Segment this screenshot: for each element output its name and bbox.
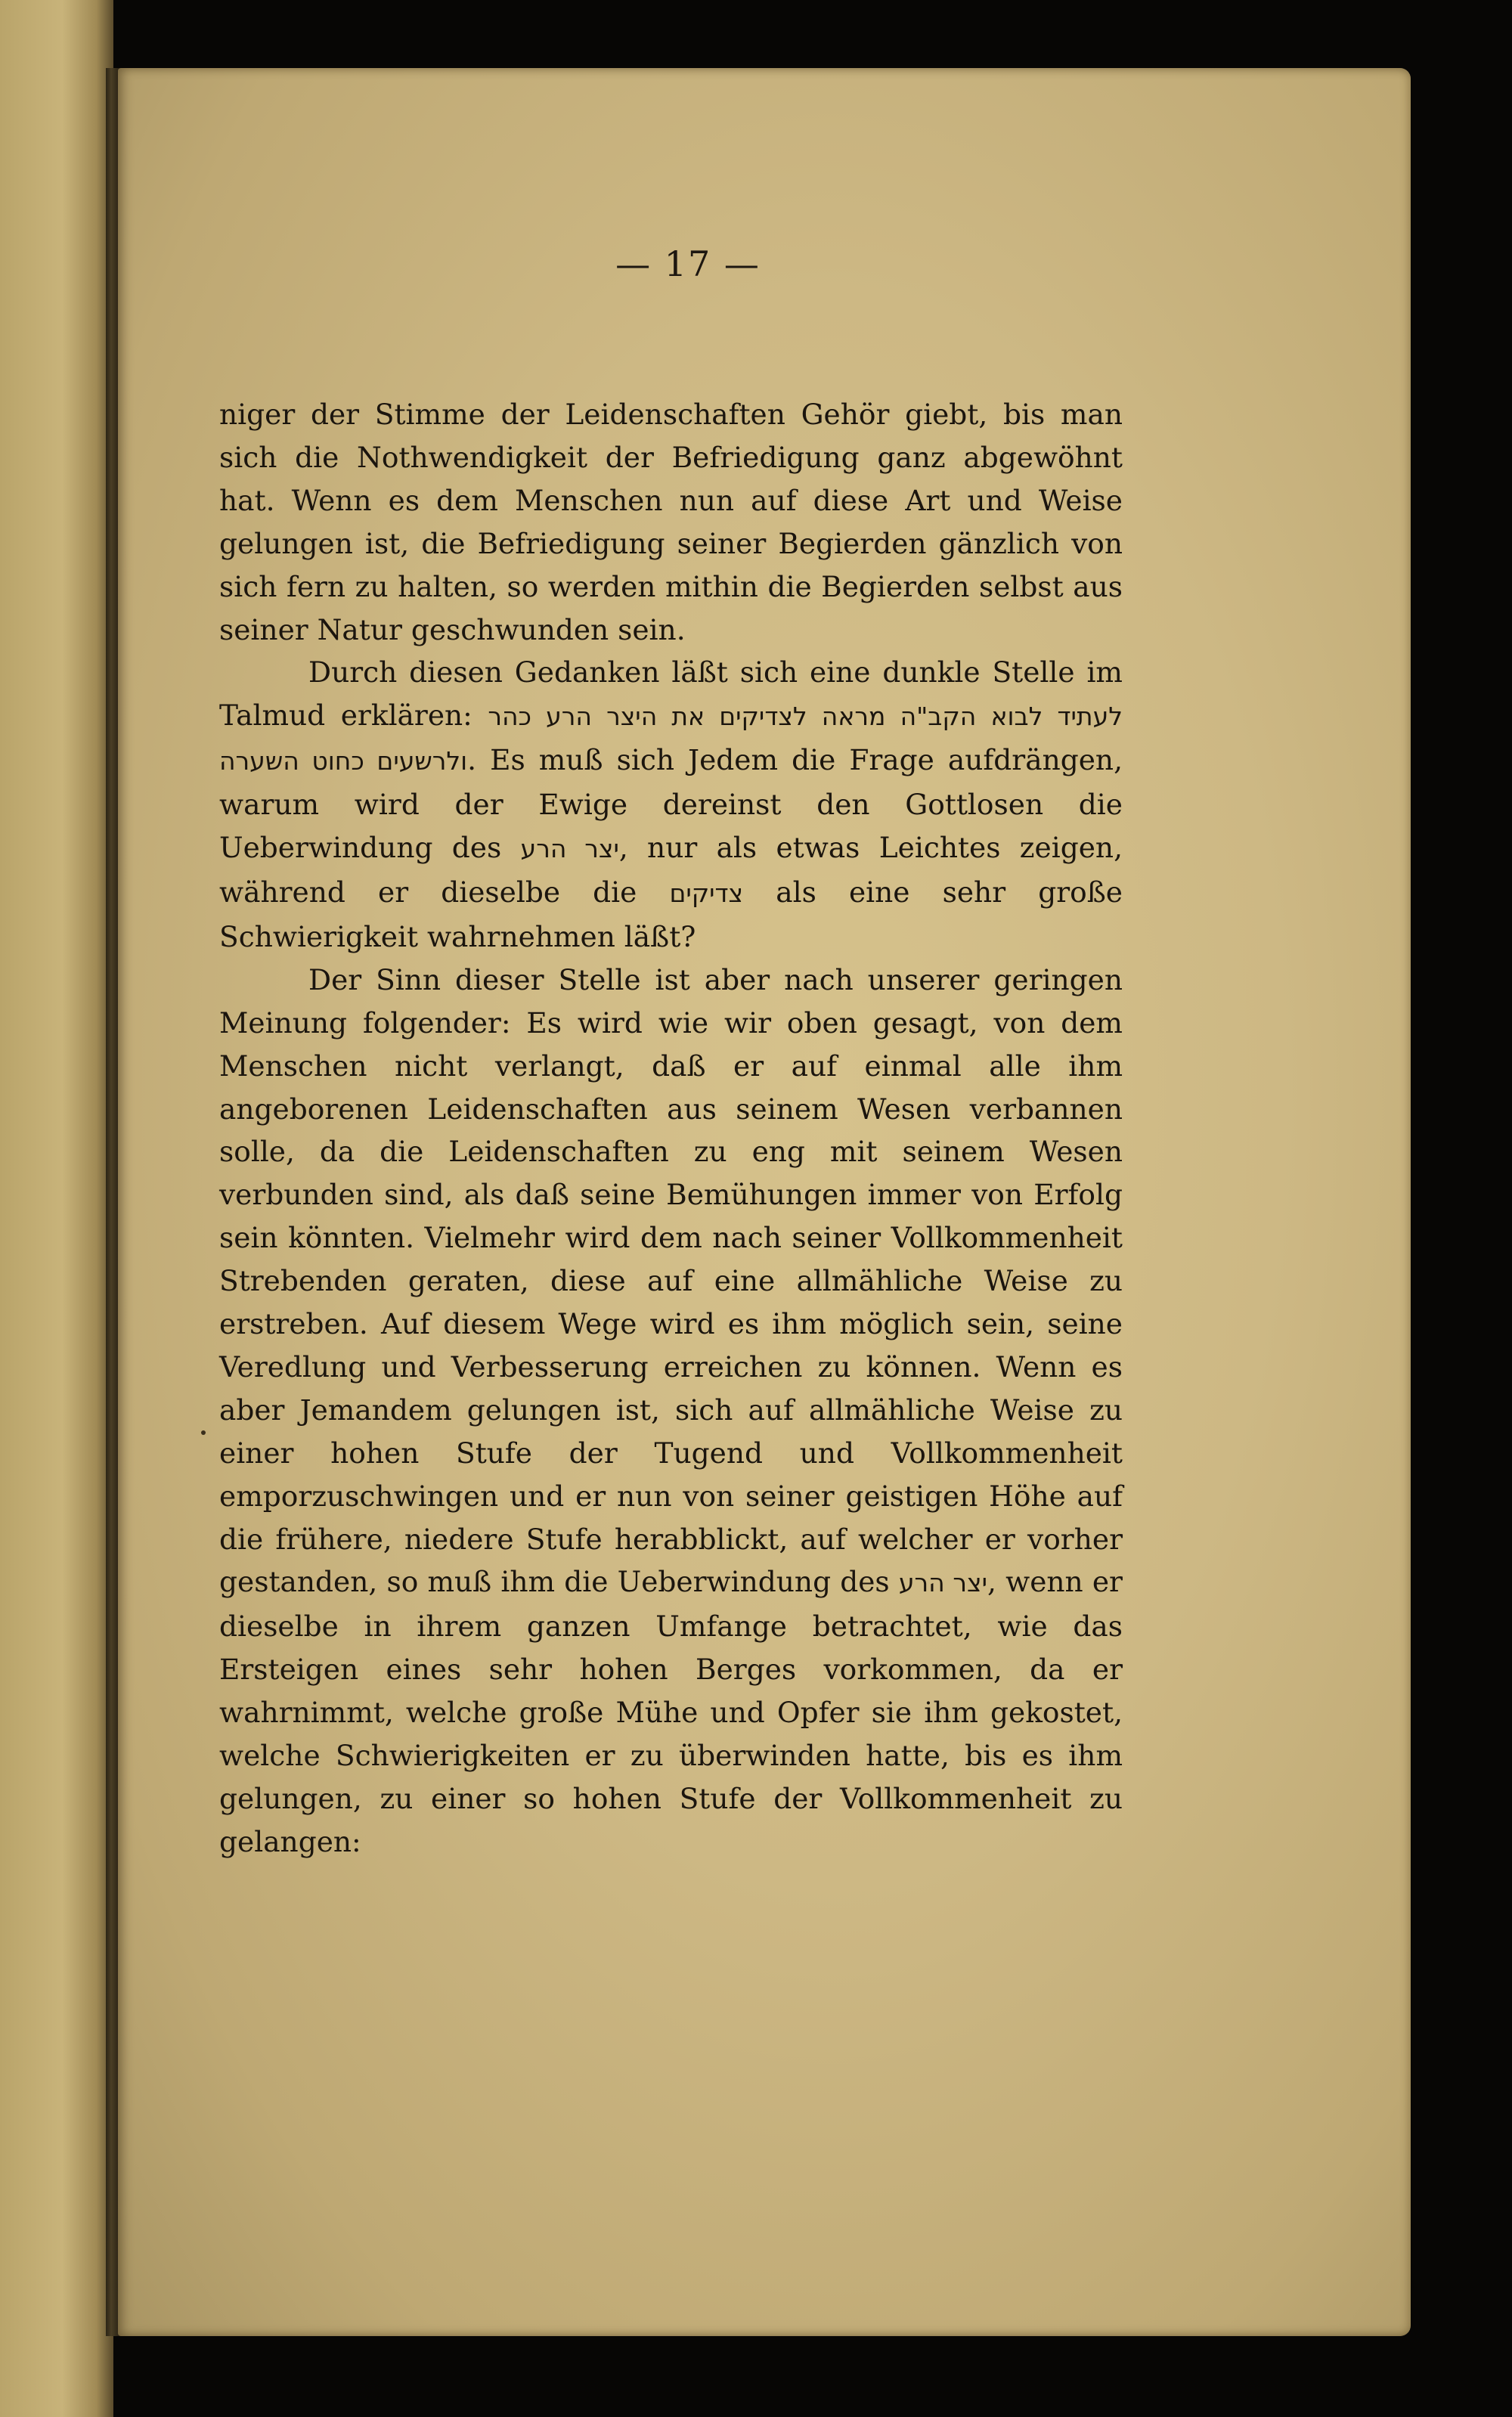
text-segment: , wenn er dieselbe in ihrem ganzen Umfange betrachtet, wie das Ersteigen eines sehr hohen Berges vorkommen, da er wahrnimmt, welche große Mühe und Opfer sie ihm gekostet, welche Schwierigkeiten er zu überwinden hatte, bis es ihm gelungen, zu einer so hohen Stufe der Vollkommenheit zu gelangen: — [219, 1565, 1123, 1858]
hebrew-term: יצר הרע — [520, 834, 619, 864]
text-segment: als eine sehr große Schwierigkeit wahrnehmen läßt? — [219, 875, 1123, 953]
text-segment: Der Sinn dieser Stelle ist aber nach unserer geringen Meinung folgender: Es wird wie wir oben gesagt, von dem Menschen nicht verlangt, daß er auf einmal alle ihm angeborenen Leidenschaften aus seinem Wesen verbannen solle, da die Leidenschaften zu eng mit seinem Wesen verbunden sind, als daß seine Bemühungen immer von Erfolg sein könnten. Vielmehr wird dem nach seiner Vollkommenheit Strebenden geraten, diese auf eine allmähliche Weise zu erstreben. Auf diesem Wege wird es ihm möglich sein, seine Veredlung und Verbesserung erreichen zu können. Wenn es aber Jemandem gelungen ist, sich auf allmähliche Weise zu einer hohen Stufe der Tugend und Vollkommenheit emporzuschwingen und er nun von seiner geistigen Höhe auf die frühere, niedere Stufe herabblickt, auf welcher er vorher gestanden, so muß ihm die Ueberwindung des — [219, 962, 1123, 1599]
paragraph-3 — [219, 959, 1123, 1864]
hebrew-term: יצר הרע — [898, 1568, 988, 1598]
page-number: — 17 — — [615, 243, 761, 284]
facing-page-edge — [0, 0, 113, 2417]
paragraph-1 — [219, 393, 1123, 651]
text-segment: , nur als etwas Leichtes zeigen, während er dieselbe die — [219, 831, 1123, 909]
hebrew-quote: לעתיד לבוא הקב"ה מראה לצדיקים את היצר הרע כהר ולרשעים כחוט השערה — [219, 702, 1123, 776]
text-segment: . Es muß sich Jedem die Frage aufdrängen, warum wird der Ewige dereinst den Gottlosen die Ueberwindung des — [219, 743, 1123, 865]
hebrew-term: צדיקים — [669, 878, 744, 908]
text-segment: niger der Stimme der Leidenschaften Gehör giebt, bis man sich die Nothwendigkeit der Befriedigung ganz abgewöhnt hat. Wenn es dem Menschen nun auf diese Art und Weise gelungen ist, die Befriedigung seiner Begierden gänzlich von sich fern zu halten, so werden mithin die Begierden selbst aus seiner Natur geschwunden sein. — [219, 398, 1123, 646]
margin-speck — [201, 1430, 206, 1435]
body-text — [219, 393, 1123, 1864]
text-segment: Durch diesen Gedanken läßt sich eine dunkle Stelle im Talmud erklären: — [219, 655, 1123, 733]
paragraph-2 — [219, 651, 1123, 958]
